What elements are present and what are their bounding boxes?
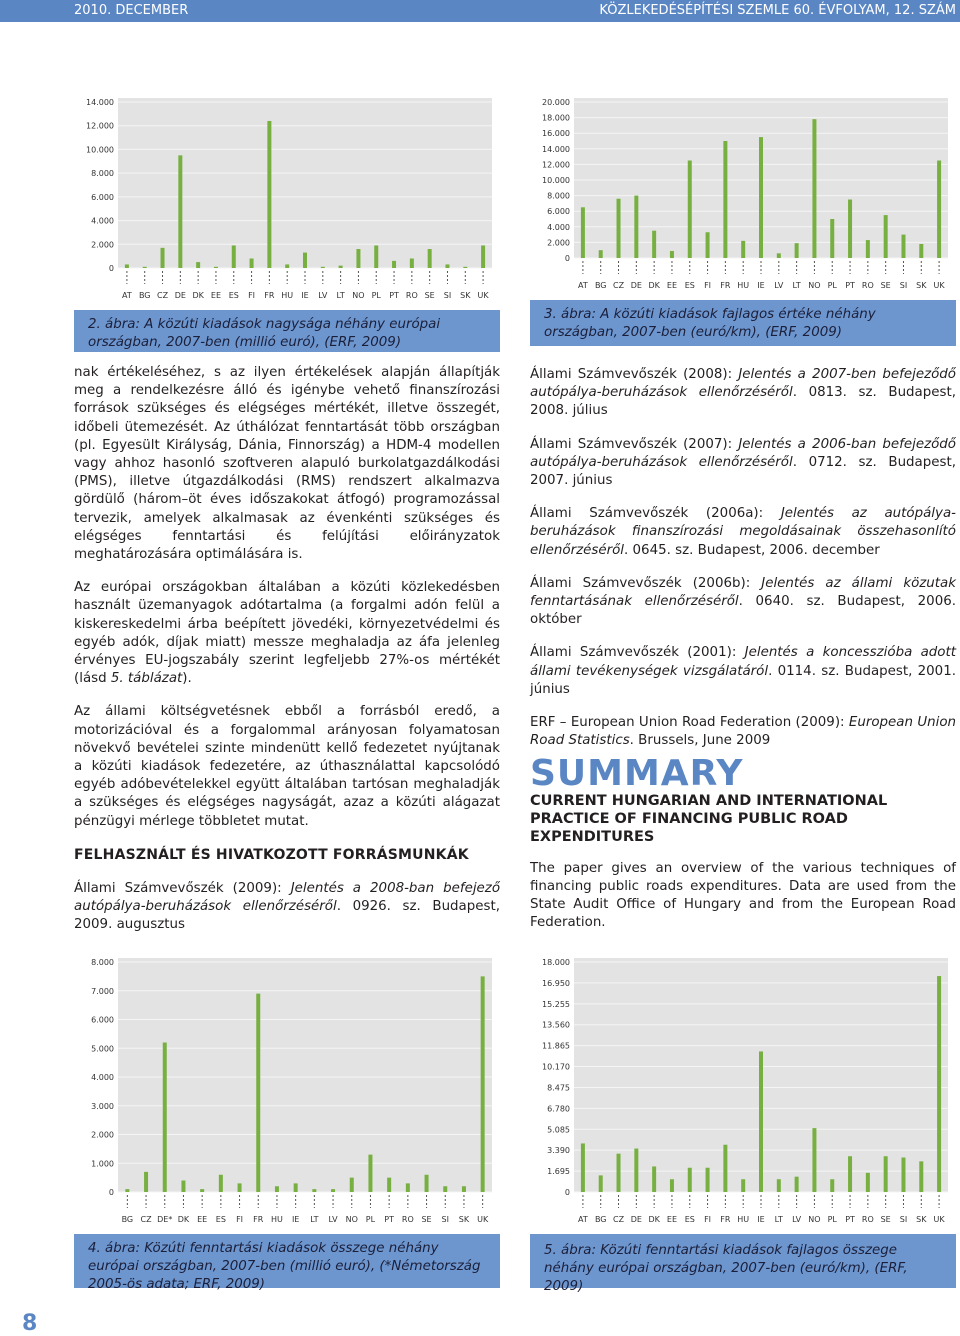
x-tick-label: UK (933, 281, 945, 290)
y-tick-label: 0 (564, 254, 570, 263)
bar (634, 1149, 638, 1192)
figure-2-chart (74, 92, 500, 310)
bar (581, 1143, 585, 1192)
bar (581, 207, 585, 258)
reference-1: Állami Számvevőszék (2009): Jelentés a 2008-ban befejező autópálya-beruházások ellenőrzéséről. 0926. sz. Budapest, 2009. augusztus (74, 881, 501, 933)
figure-3-chart (530, 92, 956, 300)
x-tick-label: PT (384, 1215, 395, 1224)
x-tick-label: FR (720, 281, 731, 290)
page-number: 8 (22, 1311, 38, 1336)
y-tick-label: 12.000 (542, 160, 570, 170)
y-tick-label: 0 (108, 264, 114, 273)
x-tick-label: IE (757, 1215, 765, 1224)
bar (196, 262, 200, 268)
bar (741, 241, 745, 258)
bar (350, 1178, 354, 1192)
x-tick-label: NO (808, 1215, 821, 1224)
x-tick-label: ES (684, 1215, 695, 1224)
bar (901, 1158, 905, 1193)
figure-2-caption-text: 2. ábra: A közúti kiadások nagysága néhány európai országban, 2007-ben (millió euró), (ERF, 2009) (88, 317, 441, 350)
x-tick-label: CZ (612, 281, 625, 290)
bar (425, 1175, 429, 1192)
running-header (0, 0, 960, 22)
x-tick-label: RO (861, 281, 874, 290)
bar (275, 1186, 279, 1192)
bar (181, 1181, 185, 1193)
y-tick-label: 6.000 (91, 192, 114, 202)
bar (884, 215, 888, 258)
figure-5-caption (530, 1234, 956, 1294)
x-tick-label: RO (401, 1215, 414, 1224)
bar (214, 267, 218, 268)
y-tick-label: 4.000 (91, 216, 114, 226)
bar (723, 1145, 727, 1192)
x-tick-label: LV (792, 1215, 802, 1224)
x-tick-label: BG (121, 1215, 134, 1224)
y-tick-label: 14.000 (86, 98, 114, 107)
x-tick-label: EE (210, 291, 222, 300)
bar (443, 1186, 447, 1192)
x-tick-label: SE (424, 291, 435, 300)
bar (723, 141, 727, 258)
x-tick-label: EE (666, 1215, 678, 1224)
x-tick-label: CZ (140, 1215, 152, 1224)
x-tick-label: PL (827, 281, 837, 290)
x-tick-label: SI (443, 291, 452, 300)
figure-4-caption (74, 1234, 500, 1292)
bar (285, 264, 289, 268)
x-tick-label: SK (916, 281, 927, 290)
x-tick-label: AT (578, 281, 588, 290)
paragraph-1: nak értékeléséhez, s az ilyen értékelések alapján állapítják meg a rendelkezésre álló és igénybe vehető finanszírozási források szükséges és elégséges mértékét, illetve összegét, időbeli ütemezését. Az úthálózat fenntartását több országban (pl. Egyesült Királyság, Dánia, Finnország) a HDM-4 modellen vagy ahhoz hasonló szoftveren alapuló burkolatgazdálkodási (PMS), illetve útgazdálkodási (RMS) rendszert alkalmazva gördülő (három–öt éves időszakokat átfogó) programozással tervezik, amelyek alkalmasak az évenkénti szükséges és elégséges fenntartási és felújítási előirányzatok meghatározására optimálására is. (74, 365, 500, 563)
x-tick-label: HU (281, 291, 294, 300)
y-tick-label: 1.695 (547, 1167, 570, 1177)
y-tick-label: 6.000 (547, 207, 570, 217)
figure-2-svg (74, 92, 500, 310)
x-tick-label: EE (666, 281, 678, 290)
x-tick-label: HU (271, 1215, 283, 1224)
y-tick-label: 2.000 (547, 238, 570, 248)
x-tick-label: PT (845, 1215, 855, 1224)
bar (356, 249, 360, 268)
references-list (530, 366, 956, 750)
bar (256, 994, 260, 1192)
y-tick-label: 10.000 (86, 145, 114, 155)
y-tick-label: 18.000 (542, 958, 570, 967)
figure-5-caption-text: 5. ábra: Közúti fenntartási kiadások fajlagos összege néhány európai országban, 2007-ben (euró/km), (ERF, 2009) (544, 1243, 908, 1294)
y-tick-label: 8.000 (547, 191, 570, 201)
summary-text: The paper gives an overview of the various techniques of financing public roads expenditures. Data are used from the State Audit Office of Hungary and from the European Road Federation. (530, 860, 956, 931)
bar (331, 1189, 335, 1192)
x-tick-label: UK (933, 1215, 945, 1224)
x-tick-label: LV (318, 291, 328, 300)
x-tick-label: BG (594, 1215, 607, 1224)
bar (219, 1175, 223, 1192)
left-column (74, 364, 500, 950)
x-tick-label: SE (880, 1215, 891, 1224)
bar (688, 1168, 692, 1192)
x-tick-label: SK (916, 1215, 927, 1224)
x-tick-label: DK (648, 281, 660, 290)
x-tick-label: DK (648, 1215, 660, 1224)
y-tick-label: 18.000 (542, 113, 570, 123)
x-tick-label: NO (345, 1215, 358, 1224)
table-reference: 5. táblázat (110, 671, 183, 687)
bar (125, 264, 129, 268)
paragraph-3: Az állami költségvetésnek ebből a forrásból eredő, a motorizációval és a forgalommal arányosan folyamatosan növekvő bevételei szinte mindenütt kellő fedezetet nyújtanak a közúti kiadások fedezetére, az úthasználattal kapcsolódó egyéb adóbevételekkel együtt általában tartósan meghaladják a szükséges és elégséges nagyságát, azaz a közúti alágazat pénzügyi mérlege többletet mutat. (74, 704, 500, 829)
x-tick-label: SE (880, 281, 891, 290)
x-tick-label: LT (792, 281, 801, 290)
x-tick-label: SE (421, 1215, 432, 1224)
header-date: 2010. DECEMBER (74, 3, 189, 18)
reference-item: Állami Számvevőszék (2006a): Jelentés az autópálya-beruházások finanszírozási megoldásainak összehasonlító ellenőrzéséről. 0645. sz. Budapest, 2006. december (530, 506, 956, 558)
bar (200, 1189, 204, 1192)
y-tick-label: 5.085 (547, 1125, 570, 1135)
x-tick-label: ES (228, 291, 239, 300)
figure-5-svg (530, 952, 956, 1234)
y-tick-label: 8.000 (91, 169, 114, 179)
y-tick-label: 3.000 (91, 1101, 114, 1111)
bar (144, 1172, 148, 1192)
x-tick-label: AT (578, 1215, 588, 1224)
x-tick-label: RO (405, 291, 418, 300)
bar (178, 155, 182, 268)
bar (830, 219, 834, 258)
x-tick-label: FI (236, 1215, 244, 1224)
x-tick-label: SI (899, 1215, 908, 1224)
bar (125, 1189, 129, 1192)
x-tick-label: DK (177, 1215, 190, 1224)
x-tick-label: HU (737, 1215, 750, 1224)
summary-subtitle: CURRENT HUNGARIAN AND INTERNATIONAL PRACTICE OF FINANCING PUBLIC ROAD EXPENDITURES (530, 792, 888, 845)
reference-item: ERF – European Union Road Federation (2009): European Union Road Statistics. Brussels, June 2009 (530, 715, 957, 749)
y-tick-label: 15.255 (542, 999, 570, 1009)
plot-area (118, 958, 492, 1192)
x-tick-label: DE (630, 281, 642, 290)
y-tick-label: 7.000 (91, 986, 114, 996)
x-tick-label: AT (122, 291, 132, 300)
summary-title: SUMMARY (530, 753, 744, 795)
x-tick-label: RO (861, 1215, 874, 1224)
y-tick-label: 0 (108, 1188, 114, 1197)
x-tick-label: LV (774, 281, 784, 290)
figure-2-caption (74, 310, 500, 352)
bar (741, 1179, 745, 1192)
x-tick-label: IE (301, 291, 309, 300)
bar (937, 976, 941, 1192)
bar (481, 245, 485, 268)
x-tick-label: FR (253, 1215, 264, 1224)
bar (312, 1189, 316, 1192)
bar (321, 267, 325, 268)
bar (937, 161, 941, 259)
y-tick-label: 1.000 (91, 1159, 114, 1169)
x-tick-label: LT (310, 1215, 319, 1224)
x-tick-label: DK (192, 291, 204, 300)
y-tick-label: 2.000 (91, 240, 114, 250)
bar (481, 976, 485, 1192)
x-tick-label: CZ (612, 1215, 625, 1224)
bar (777, 253, 781, 258)
bar (368, 1155, 372, 1192)
bar (303, 253, 307, 268)
x-tick-label: LT (774, 1215, 783, 1224)
y-tick-label: 14.000 (542, 144, 570, 154)
bar (830, 1179, 834, 1192)
x-tick-label: UK (477, 1215, 489, 1224)
x-tick-label: FI (248, 291, 256, 300)
x-tick-label: PL (827, 1215, 837, 1224)
figure-4-caption-text: 4. ábra: Közúti fenntartási kiadások összege néhány európai országban, 2007-ben (millió euró), (*Németország 2005-ös adata; ERF, 2009) (88, 1241, 481, 1292)
bar (406, 1183, 410, 1192)
bar (812, 119, 816, 258)
bar (670, 1179, 674, 1192)
bar (848, 1156, 852, 1192)
figure-4-svg (74, 952, 500, 1234)
x-tick-label: FI (704, 281, 712, 290)
y-tick-label: 20.000 (542, 98, 570, 107)
plot-area (118, 98, 492, 268)
bar (267, 121, 271, 268)
bar (777, 1179, 781, 1192)
y-tick-label: 4.000 (91, 1073, 114, 1082)
figure-5-chart (530, 952, 956, 1234)
bar (143, 267, 147, 268)
bar (652, 1166, 656, 1192)
bar (812, 1128, 816, 1192)
x-tick-label: NO (808, 281, 821, 290)
bar (463, 267, 467, 268)
x-tick-label: FR (264, 291, 275, 300)
reference-item: Állami Számvevőszék (2007): Jelentés a 2006-ban befejeződő autópálya-beruházások ellenőrzéséről. 0712. sz. Budapest, 2007. június (530, 436, 956, 489)
x-tick-label: PT (389, 291, 399, 300)
reference-item: Állami Számvevőszék (2006b): Jelentés az állami közutak fenntartásának ellenőrzéséről. 0640. sz. Budapest, 2006. október (530, 575, 956, 628)
x-tick-label: EE (197, 1215, 208, 1224)
bar (599, 250, 603, 258)
x-tick-label: FR (720, 1215, 731, 1224)
bar (392, 261, 396, 268)
x-tick-label: BG (138, 291, 151, 300)
bar (848, 200, 852, 259)
y-tick-label: 5.000 (91, 1044, 114, 1054)
bar (462, 1186, 466, 1192)
paragraph-2: Az európai országokban általában a közúti közlekedésben használt üzemanyagok adótartalma (a forgalmi adón felül a kiskereskedelmi árba beépített jövedéki, környezetvédelmi és egyéb adók, díjak miatt) messze meghaladja az áfa jelenleg érvényes EU-jogszabály szerint legfeljebb 27%-os mértékét (lásd 5. táblázat). (74, 580, 500, 687)
bar (919, 1161, 923, 1192)
bar (250, 259, 254, 268)
x-tick-label: DE (174, 291, 186, 300)
reference-item: Állami Számvevőszék (2001): Jelentés a koncesszióba adott állami tevékenységek vizsgálatáról. 0114. sz. Budapest, 2001. június (530, 645, 957, 697)
bar (688, 161, 692, 259)
y-tick-label: 10.170 (542, 1062, 570, 1072)
x-tick-label: IE (291, 1215, 300, 1224)
bar (919, 244, 923, 258)
bar (238, 1183, 242, 1192)
bar (652, 231, 656, 258)
x-tick-label: BG (594, 281, 607, 290)
y-tick-label: 11.865 (542, 1041, 570, 1051)
bar (795, 243, 799, 258)
y-tick-label: 2.000 (91, 1130, 114, 1140)
y-tick-label: 12.000 (86, 121, 114, 131)
y-tick-label: 3.390 (547, 1146, 570, 1156)
y-tick-label: 16.000 (542, 129, 570, 139)
bar (617, 199, 621, 258)
y-tick-label: 6.780 (547, 1104, 570, 1114)
bar (599, 1175, 603, 1192)
x-tick-label: NO (352, 291, 365, 300)
x-tick-label: ES (215, 1215, 226, 1224)
right-column (530, 366, 956, 947)
header-journal: KÖZLEKEDÉSÉPÍTÉSI SZEMLE 60. ÉVFOLYAM, 12. SZÁM (599, 3, 956, 18)
y-tick-label: 8.475 (547, 1083, 570, 1093)
bar (387, 1178, 391, 1192)
references-heading: FELHASZNÁLT ÉS HIVATKOZOTT FORRÁSMUNKÁK (74, 846, 469, 863)
bar (163, 1043, 167, 1193)
bar (706, 232, 710, 258)
figure-3-caption-text: 3. ábra: A közúti kiadások fajlagos értéke néhány országban, 2007-ben (euró/km), (ERF, 2009) (544, 307, 876, 340)
figure-3-svg (530, 92, 956, 300)
bar (161, 248, 165, 268)
bar (706, 1168, 710, 1192)
x-tick-label: HU (737, 281, 750, 290)
bar (617, 1154, 621, 1192)
x-tick-label: PT (845, 281, 855, 290)
x-tick-label: SK (460, 291, 471, 300)
figure-4-chart (74, 952, 500, 1234)
reference-item: Állami Számvevőszék (2008): Jelentés a 2007-ben befejeződő autópálya-beruházások ellenőrzéséről. 0813. sz. Budapest, 2008. július (530, 367, 956, 419)
x-tick-label: PL (371, 291, 381, 300)
y-tick-label: 0 (564, 1188, 570, 1197)
x-tick-label: SK (458, 1215, 470, 1224)
bar (445, 264, 449, 268)
bar (866, 240, 870, 258)
bar (232, 245, 236, 268)
bar (410, 259, 414, 268)
x-tick-label: SI (441, 1215, 449, 1224)
y-tick-label: 4.000 (547, 222, 570, 232)
x-tick-label: SI (899, 281, 908, 290)
bar (866, 1173, 870, 1192)
x-tick-label: CZ (156, 291, 169, 300)
y-tick-label: 10.000 (542, 176, 570, 185)
y-tick-label: 16.950 (542, 978, 570, 988)
bar (428, 249, 432, 268)
y-tick-label: 6.000 (91, 1015, 114, 1025)
bar (374, 245, 378, 268)
x-tick-label: LV (328, 1215, 338, 1224)
x-tick-label: UK (477, 291, 489, 300)
x-tick-label: DE (630, 1215, 642, 1224)
x-tick-label: DE* (157, 1215, 173, 1224)
x-tick-label: IE (757, 281, 765, 290)
bar (901, 235, 905, 258)
bar (634, 196, 638, 258)
bar (884, 1156, 888, 1192)
y-tick-label: 13.560 (542, 1020, 570, 1030)
x-tick-label: PL (365, 1215, 376, 1224)
bar (759, 137, 763, 258)
x-tick-label: ES (684, 281, 695, 290)
y-tick-label: 8.000 (91, 958, 114, 967)
bar (795, 1177, 799, 1192)
x-tick-label: LT (336, 291, 345, 300)
bar (339, 266, 343, 268)
bar (670, 251, 674, 258)
bar (294, 1183, 298, 1192)
x-tick-label: FI (704, 1215, 712, 1224)
bar (759, 1051, 763, 1192)
figure-3-caption (530, 300, 956, 346)
